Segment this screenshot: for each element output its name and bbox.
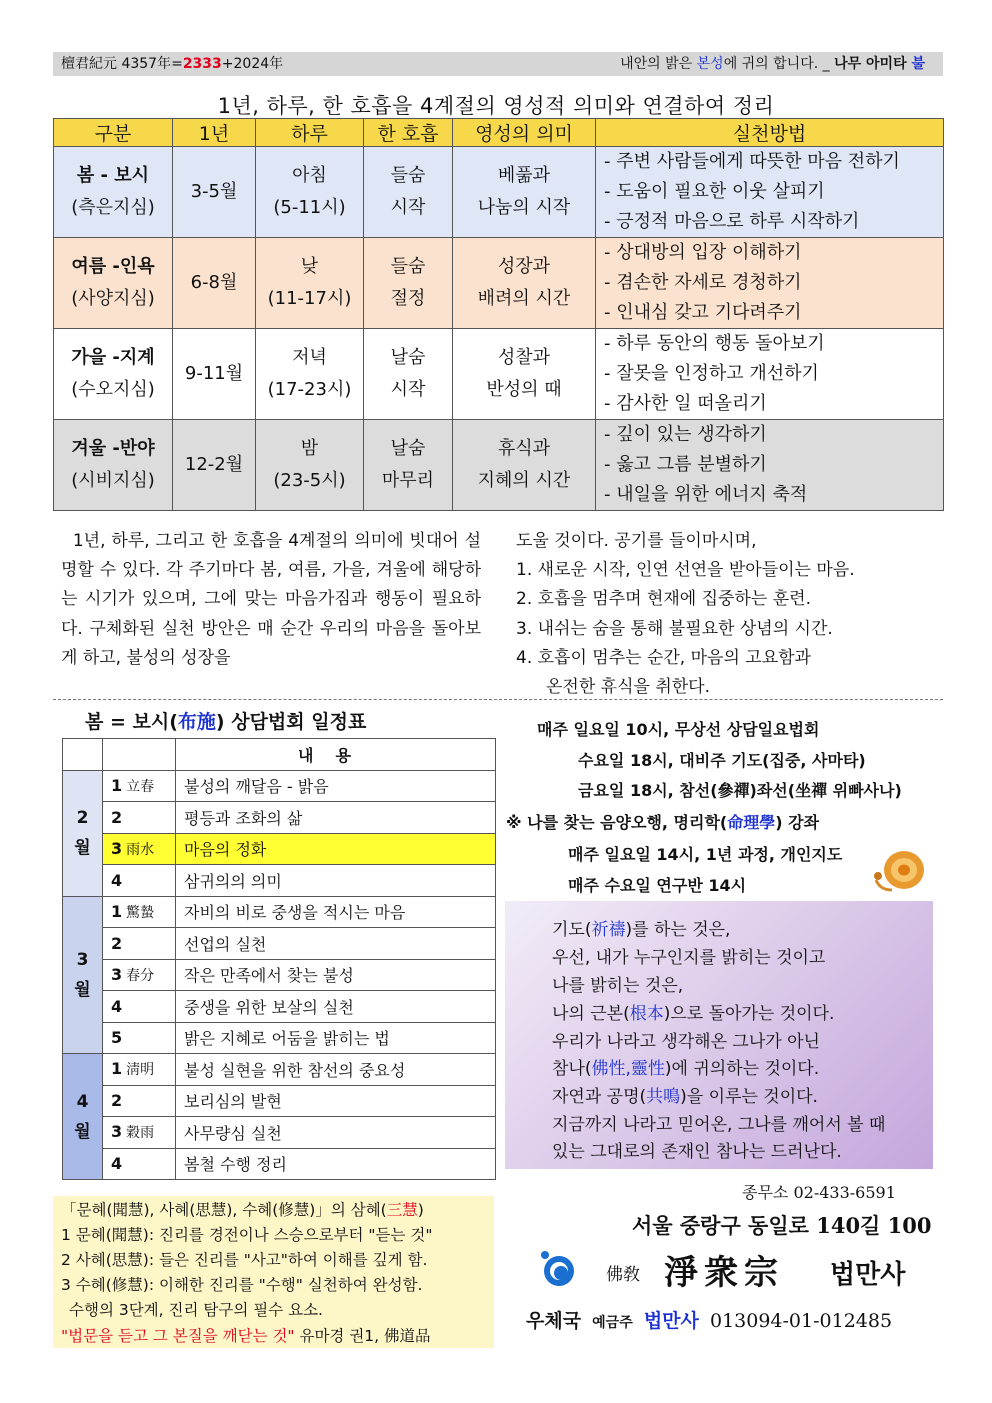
season-row-summer: 여름 -인욕 (사양지심) 6-8월 낮 (11-17시) 들숨 절정 성장과 배려의 시간 - 상대방의 입장 이해하기 - 겸손한 자세로 경청하기 - 인내심 갖고 기다려주기 xyxy=(54,238,944,329)
address: 서울 중랑구 동일로 140길 100 xyxy=(632,1213,932,1238)
table-row: 3 穀雨 사무량심 실천 xyxy=(63,1117,496,1149)
service-sunday: 매주 일요일 10시, 무상선 상담일요법회 xyxy=(537,720,820,739)
era-text: 檀君紀元 4357年=2333+2024年 xyxy=(61,56,284,72)
bank-account: 우체국 예금주 법만사 013094-01-012485 xyxy=(526,1310,893,1332)
table-row: 2 보리심의 발현 xyxy=(63,1085,496,1117)
office-phone: 종무소 02-433-6591 xyxy=(742,1183,896,1202)
motto-text: 내안의 밝은 본성에 귀의 합니다. _ 나무 아미타 불 xyxy=(620,56,925,72)
table-row: 4 봄철 수행 정리 xyxy=(63,1148,496,1180)
season-row-autumn: 가을 -지계 (수오지심) 9-11월 저녁 (17-23시) 날숨 시작 성찰과 반성의 때 - 하루 동안의 행동 돌아보기 - 잘못을 인정하고 개선하기 - 감사한 일 떠올리기 xyxy=(54,329,944,420)
table-row: 4 중생을 위한 보살의 실천 xyxy=(63,991,496,1023)
temple-name: 법만사 xyxy=(830,1260,906,1290)
season-table-header: 구분 1년 하루 한 호흡 영성의 의미 실천방법 xyxy=(54,119,944,147)
table-row-highlighted: 3 雨水 마음의 정화 xyxy=(63,833,496,865)
prayer-line: 참나(佛性,靈性)에 귀의하는 것이다. xyxy=(552,1059,820,1079)
lecture-wednesday: 매주 수요일 연구반 14시 xyxy=(568,876,747,895)
table-row: 5 밝은 지혜로 어둠을 밝히는 법 xyxy=(63,1022,496,1054)
three-wisdoms-box: 「문혜(聞慧), 사혜(思慧), 수혜(修慧)」의 삼혜(三慧) 1 문혜(聞慧): 진리를 경전이나 스승으로부터 "듣는 것" 2 사혜(思慧): 들은 진리를 "사고"하여 이해를 깊게 함. 3 수혜(修慧): 이해한 진리를 "수행" 실천하여 완성함. 수행의 3단계, 진리 탐구의 필수 요소. "법문을 듣고 그 본질을 깨닫는 것" 유마경 권1, 佛道品 xyxy=(53,1196,494,1348)
season-row-spring: 봄 - 보시 (측은지심) 3-5월 아침 (5-11시) 들숨 시작 베풂과 나눔의 시작 - 주변 사람들에게 따뜻한 마음 전하기 - 도움이 필요한 이웃 살피기 - 긍정적 마음으로 하루 시작하기 xyxy=(54,147,944,238)
list-item: 1. 새로운 시작, 인연 선연을 받아들이는 마음. xyxy=(516,560,855,581)
bell-icon xyxy=(870,846,930,896)
service-friday: 금요일 18시, 참선(參禪)좌선(坐禪 위빠사나) xyxy=(578,781,902,800)
table-row: 3 월 1 驚蟄 자비의 비로 중생을 적시는 마음 xyxy=(63,896,496,928)
list-item: 3. 내쉬는 숨을 통해 불필요한 상념의 시간. xyxy=(516,618,833,639)
paragraph-right: 도울 것이다. 공기를 들이마시며, 1. 새로운 시작, 인연 선연을 받아들이는 마음. 2. 호흡을 멈추며 현재에 집중하는 훈련. 3. 내쉬는 숨을 통해 불필요한 상념의 시간. 4. 호흡이 멈추는 순간, 마음의 고요함과 온전한 휴식을 취한다. xyxy=(516,527,936,702)
table-row: 3 春分 작은 만족에서 찾는 불성 xyxy=(63,959,496,991)
prayer-box: 기도(祈禱)를 하는 것은, 우선, 내가 누구인지를 밝히는 것이고 나를 밝히는 것은, 나의 근본(根本)으로 돌아가는 것이다. 우리가 나라고 생각해온 그나가 아닌 참나(佛性,靈性)에 귀의하는 것이다. 자연과 공명(共鳴)을 이루는 것이다. 지금까지 나라고 믿어온, 그나를 깨어서 볼 때 있는 그대로의 존재인 참나는 드러난다. xyxy=(505,901,933,1169)
prayer-line: 나의 근본(根本)으로 돌아가는 것이다. xyxy=(552,1004,835,1024)
table-row: 2 월 1 立春 불성의 깨달음 - 밝음 xyxy=(63,770,496,802)
sect-label: 佛敎 xyxy=(606,1265,640,1285)
schedule-table xyxy=(62,738,496,1180)
schedule-title: 봄 = 보시(布施) 상담법회 일정표 xyxy=(85,711,367,733)
paragraph-left: 1년, 하루, 그리고 한 호흡을 4계절의 의미에 빗대어 설명할 수 있다. 각 주기마다 봄, 여름, 가을, 겨울에 해당하는 시기가 있으며, 그에 맞는 마음가짐과 행동이 필요하다. 구체화된 실천 방안은 매 순간 우리의 마음을 돌아보게 하고, 불성의 성장을 xyxy=(61,531,481,668)
list-item: 4. 호흡이 멈추는 순간, 마음의 고요함과 xyxy=(516,647,811,668)
table-row: 2 선업의 실천 xyxy=(63,928,496,960)
table-row: 4 월 1 淸明 불성 실현을 위한 참선의 중요성 xyxy=(63,1054,496,1086)
season-row-winter: 겨울 -반야 (시비지심) 12-2월 밤 (23-5시) 날숨 마무리 휴식과 지혜의 시간 - 깊이 있는 생각하기 - 옳고 그름 분별하기 - 내일을 위한 에너지 축적 xyxy=(54,420,944,511)
table-row: 2 평등과 조화의 삶 xyxy=(63,802,496,834)
table-row: 4 삼귀의의 의미 xyxy=(63,865,496,897)
logo-icon xyxy=(535,1247,585,1289)
season-table xyxy=(53,118,944,511)
page-title: 1년, 하루, 한 호흡을 4계절의 영성적 의미와 연결하여 정리 xyxy=(217,94,775,118)
service-wednesday: 수요일 18시, 대비주 기도(집중, 사마타) xyxy=(578,751,866,770)
prayer-line: 기도(祈禱)를 하는 것은, xyxy=(552,920,731,940)
schedule-header-row: 내용 xyxy=(63,739,496,771)
prayer-line: 자연과 공명(共鳴)을 이루는 것이다. xyxy=(552,1087,818,1107)
divider xyxy=(53,699,943,700)
header-bar xyxy=(53,52,943,76)
lecture-sunday: 매주 일요일 14시, 1년 과정, 개인지도 xyxy=(568,845,843,864)
sect-name: 淨衆宗 xyxy=(664,1253,784,1293)
lecture-notice: ※ 나를 찾는 음양오행, 명리학(命理學) 강좌 xyxy=(506,813,820,832)
list-item: 2. 호흡을 멈추며 현재에 집중하는 훈련. xyxy=(516,589,811,610)
